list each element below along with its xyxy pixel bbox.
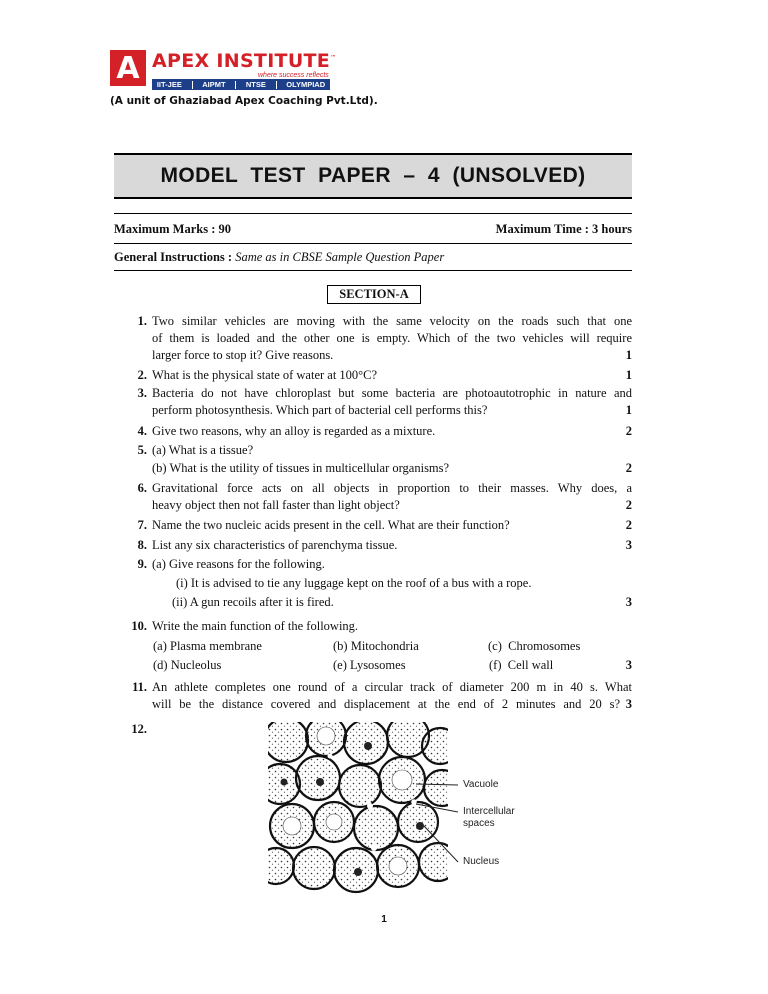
divider <box>114 270 632 271</box>
question-text: Give two reasons, why an alloy is regarded as a mixture. <box>152 424 436 438</box>
question-text: Name the two nucleic acids present in the cell. What are their function? <box>152 518 510 532</box>
question-text: (i) It is advised to tie any luggage kept on the roof of a bus with a rope. <box>176 576 532 590</box>
general-instructions <box>114 250 444 265</box>
option-nucleolus: (d) Nucleolus <box>153 658 222 672</box>
logo-trademark: ™ <box>330 54 337 62</box>
question-text: perform photosynthesis. Which part of bacterial cell performs this? <box>152 403 488 417</box>
stream-separator <box>276 81 277 89</box>
parenchyma-tissue-figure <box>268 722 518 898</box>
question-text: Bacteria do not have chloroplast but some bacteria are photoautotrophic in nature and <box>152 386 632 400</box>
page-title: MODEL TEST PAPER – 4 (UNSOLVED) <box>160 164 586 187</box>
question-marks: 2 <box>625 424 632 438</box>
question-7 <box>114 518 632 534</box>
question-marks: 2 <box>625 518 632 532</box>
question-marks: 3 <box>625 697 632 711</box>
question-text: Write the main function of the following. <box>152 619 359 633</box>
page-number: 1 <box>381 914 387 925</box>
question-4 <box>114 424 632 440</box>
question-number: 9. <box>137 557 147 571</box>
question-text: An athlete completes one round of a circular track of diameter 200 m in 40 s. What <box>152 680 632 694</box>
question-marks: 3 <box>625 658 632 672</box>
option-lysosomes: (e) Lysosomes <box>333 658 406 672</box>
label-vacuole: Vacuole <box>463 779 499 790</box>
question-text: of them is loaded and the other one is empty. Which of the two vehicles will require <box>152 331 632 345</box>
stream-separator <box>235 81 236 89</box>
question-marks: 2 <box>625 461 632 475</box>
question-number: 11. <box>132 680 147 694</box>
question-3 <box>114 386 632 420</box>
stream-ntse: NTSE <box>245 80 266 89</box>
question-number: 10. <box>131 619 147 633</box>
question-number: 8. <box>137 538 147 552</box>
question-2 <box>114 368 632 384</box>
question-marks: 1 <box>625 348 632 362</box>
option-cell-wall: (f) Cell wall <box>489 658 554 672</box>
logo-name-text: APEX INSTITUTE <box>152 50 331 72</box>
gi-label: General Instructions : <box>114 250 236 264</box>
question-8 <box>114 538 632 554</box>
stream-aipmt: AIPMT <box>202 80 226 89</box>
question-marks: 3 <box>625 538 632 552</box>
question-number: 3. <box>137 386 147 400</box>
question-text: Two similar vehicles are moving with the same velocity on the roads such that one <box>152 314 632 328</box>
question-10 <box>114 619 632 675</box>
question-text: What is the physical state of water at 100°C? <box>152 368 378 382</box>
label-spaces: spaces <box>463 818 495 829</box>
question-number: 12. <box>131 722 147 736</box>
option-plasma-membrane: (a) Plasma membrane <box>153 639 262 653</box>
logo-tagline: where success reflects <box>258 72 329 79</box>
question-marks: 2 <box>625 498 632 512</box>
logo-letter: A <box>116 51 140 86</box>
question-5 <box>114 443 632 477</box>
question-marks: 1 <box>625 368 632 382</box>
question-text: Gravitational force acts on all objects in proportion to their masses. Why does, a <box>152 481 632 495</box>
question-text: (b) What is the utility of tissues in multicellular organisms? <box>152 461 450 475</box>
label-nucleus: Nucleus <box>463 856 500 867</box>
question-number: 1. <box>137 314 147 328</box>
question-marks: 1 <box>625 403 632 417</box>
institute-logo <box>110 50 378 114</box>
question-number: 2. <box>137 368 147 382</box>
question-number: 5. <box>137 443 147 457</box>
question-number: 7. <box>137 518 147 532</box>
stream-separator <box>192 81 193 89</box>
question-text: List any six characteristics of parenchyma tissue. <box>152 538 398 552</box>
stream-olympiad: OLYMPIAD <box>286 80 326 89</box>
question-text: will be the distance covered and displacement at the end of 2 minutes and 20 s? <box>152 697 620 711</box>
label-intercellular: Intercellular <box>463 806 515 817</box>
option-chromosomes: (c) Chromosomes <box>488 639 581 653</box>
logo-name <box>152 50 336 72</box>
question-text: (a) What is a tissue? <box>152 443 254 457</box>
gi-text: Same as in CBSE Sample Question Paper <box>235 250 445 264</box>
logo-unit-line: (A unit of Ghaziabad Apex Coaching Pvt.Ltd). <box>110 95 378 107</box>
question-marks: 3 <box>625 595 632 609</box>
question-9 <box>114 557 632 611</box>
section-heading: SECTION-A <box>327 285 421 304</box>
divider <box>114 213 632 214</box>
question-11 <box>114 680 632 714</box>
stream-iitjee: IIT-JEE <box>156 80 182 89</box>
option-mitochondria: (b) Mitochondria <box>333 639 419 653</box>
divider <box>114 243 632 244</box>
question-text: (a) Give reasons for the following. <box>152 557 325 571</box>
logo-streams-bar <box>152 79 330 90</box>
max-marks: Maximum Marks : 90 <box>114 222 231 236</box>
question-text: (ii) A gun recoils after it is fired. <box>172 595 334 609</box>
max-time: Maximum Time : 3 hours <box>495 222 632 236</box>
title-banner <box>114 153 632 199</box>
question-1 <box>114 314 632 364</box>
question-number: 6. <box>137 481 147 495</box>
question-text: heavy object then not fall faster than light object? <box>152 498 400 512</box>
question-6 <box>114 481 632 515</box>
question-number: 4. <box>137 424 147 438</box>
question-text: larger force to stop it? Give reasons. <box>152 348 334 362</box>
